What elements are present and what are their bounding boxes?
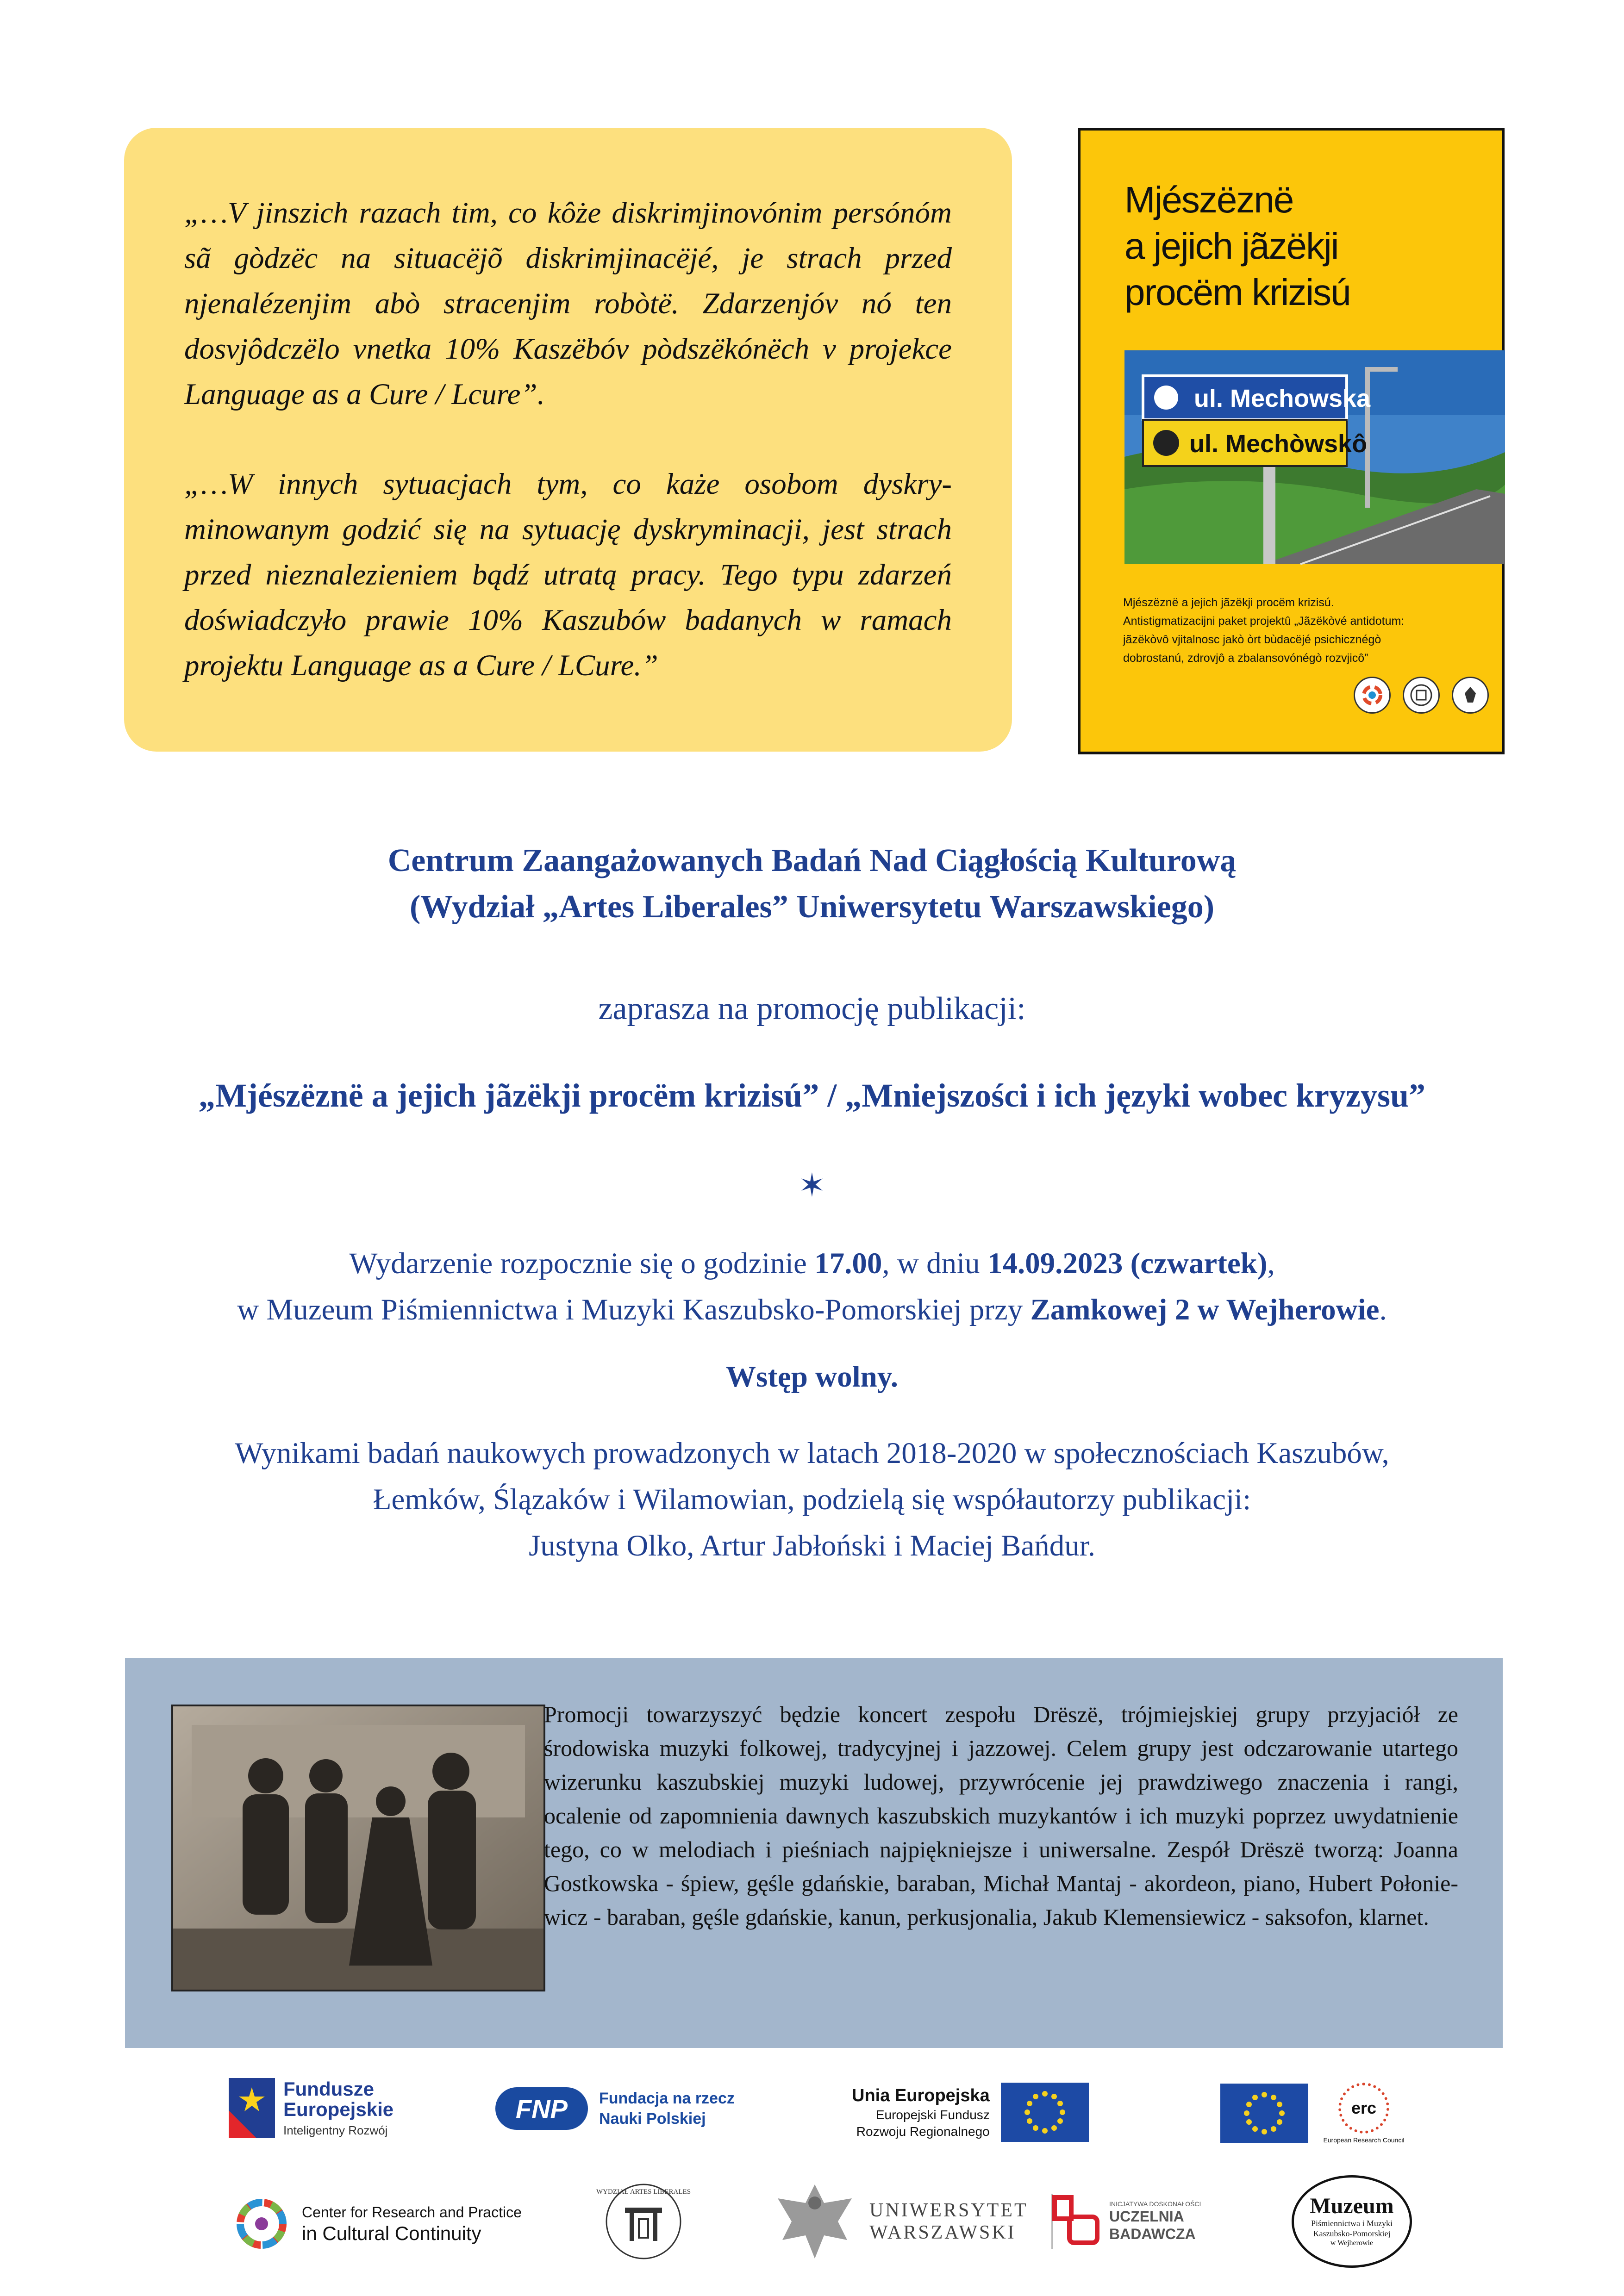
concert-band	[125, 1658, 1503, 2048]
event-line-1: Wydarzenie rozpocznie się o godzinie 17.00, w dniu 14.09.2023 (czwartek),	[349, 1247, 1275, 1280]
crp-circle-icon	[231, 2194, 292, 2254]
cover-title: Mjészëznë a jejich jãzëkji procëm krizisú	[1124, 179, 1350, 313]
erc-mark: erc	[1338, 2083, 1389, 2134]
uw-logo: UNIWERSYTET WARSZAWSKI	[768, 2175, 1053, 2268]
ue-efrr-logo: Unia Europejska Europejski Fundusz Rozwoju Regionalnego	[852, 2083, 1089, 2142]
quote-box	[124, 128, 1012, 752]
concert-description: Promocji towarzyszyć będzie koncert zespołu Drëszë, trójmiejskiej grupy przyjaciół ze środowiska muzyki folkowej, tradycyjnej i jazzowej. Celem grupy jest odczarowanie utartego wizerunku kaszubskiej muzyki ludowej, przywrócenie jej prawdziwego znaczenia i rangi, ocalenie od zapomnienia dawnych kaszubskich muzykantów i ich muzyki poprzez uwydatnienie tego, co w melodiach i pieśniach najpiękniejsze i uniwersalne. Zespół Drëszë tworzą: Joanna Gostkowska - śpiew, gęśle gdańskie, baraban, Michał Mantaj - akordeon, piano, Hubert Połoniewicz - baraban, gęśle gdańskie, kanun, perkusjonalia, Jakub Klemensiewicz - saksofon, klarnet.	[544, 1701, 1458, 1930]
sign-top: ul. Mechowska	[1194, 385, 1371, 412]
cover-logos	[1354, 677, 1489, 714]
al-text: WYDZIAŁ ARTES LIBERALES	[596, 2188, 691, 2196]
sign-bottom: ul. Mechòwskô	[1189, 430, 1368, 458]
entry-free: Wstęp wolny.	[725, 1360, 898, 1394]
al-mini-logo	[1403, 677, 1440, 714]
uw-mini-logo	[1452, 677, 1489, 714]
quote-polish: „…W innych sytuacjach tym, co każe osobom dyskryminowanym godzić się na sytuację dyskryminacji, jest strach przed nieznalezieniem bądź utratą pracy. Tego typu zdarzeń doświadczyło prawie 10% Kaszubów badanych w ramach projektu Language as a Cure / LCure.”	[184, 467, 952, 682]
ub-logo: INICJATYWA DOSKONAŁOŚCI UCZELNIA BADAWCZA	[1051, 2194, 1201, 2249]
erc-logo: erc European Research Council	[1220, 2083, 1405, 2144]
fnp-mark: FNP	[495, 2087, 588, 2130]
fnp-logo: FNP Fundacja na rzecz Nauki Polskiej	[495, 2087, 735, 2130]
publication-title: „Mjészëznë a jejich jãzëkji procëm krizisú” / „Mniejszości i ich języki wobec kryzysu”	[198, 1077, 1426, 1114]
ub-mark-icon	[1051, 2194, 1102, 2249]
eagle-icon	[768, 2175, 861, 2268]
band-photo	[171, 1705, 545, 1991]
event-address: Zamkowej 2 w Wejherowie	[1030, 1293, 1380, 1326]
cover-description: Mjészëznë a jejich jãzëkji procëm krizisú. Antistigmatizacijni paket projektû „Jãzëkòvé antidotum: jãzëkòvô vjitalnosc jakò òrt bùdacëjé psichicznégò dobrostanú, zdrovjô a zbalansovónégò rozvjicô”	[1123, 596, 1405, 665]
eu-flag-icon	[1001, 2083, 1089, 2142]
event-line-2: w Muzeum Piśmiennictwa i Muzyki Kaszubsko-Pomorskiej przy Zamkowej 2 w Wejherowie.	[237, 1293, 1387, 1326]
fundusze-europejskie-logo: Fundusze Europejskie Inteligentny Rozwój	[229, 2078, 394, 2138]
museum-logo: Muzeum Piśmiennictwa i Muzyki Kaszubsko-Pomorskiej w Wejherowie	[1292, 2175, 1412, 2268]
separator-star: ✶	[798, 1168, 826, 1204]
organizer-heading: Centrum Zaangażowanych Badań Nad Ciągłością Kulturową (Wydział „Artes Liberales” Uniwersytetu Warszawskiego)	[387, 843, 1237, 925]
results-text: Wynikami badań naukowych prowadzonych w latach 2018-2020 w społecznościach Kaszubów, Łemków, Ślązaków i Wilamowian, podzielą się współautorzy publikacji: Justyna Olko, Artur Jabłoński i Maciej Bańdur.	[235, 1437, 1389, 1562]
event-info	[0, 1240, 1624, 1333]
crp-mini-logo	[1354, 677, 1391, 714]
event-date: 14.09.2023 (czwartek)	[987, 1247, 1268, 1280]
artes-liberales-logo	[596, 2175, 691, 2268]
event-time: 17.00	[814, 1247, 882, 1280]
book-cover	[1078, 128, 1505, 754]
quote-kashubian: „…V jinszich razach tim, co kôże diskrimjinovónim persónóm sã gòdzëc na situacëjõ diskrimjinacëjé, je strach przed njenalézenjim abò stracenjim robòtë. Zdarzenjóv nó ten dosvjôdczëlo vnetka 10% Kaszëbóv pòdszëkónëch v projekce Language as a Cure / Lcure”.	[184, 196, 952, 411]
eu-flag-icon-2	[1220, 2084, 1308, 2143]
crp-logo: Center for Research and Practice in Cultural Continuity	[231, 2194, 522, 2254]
invite-text: zaprasza na promocję publikacji:	[598, 991, 1026, 1027]
fe-star-icon	[229, 2078, 275, 2138]
cover-photo	[1124, 350, 1505, 564]
